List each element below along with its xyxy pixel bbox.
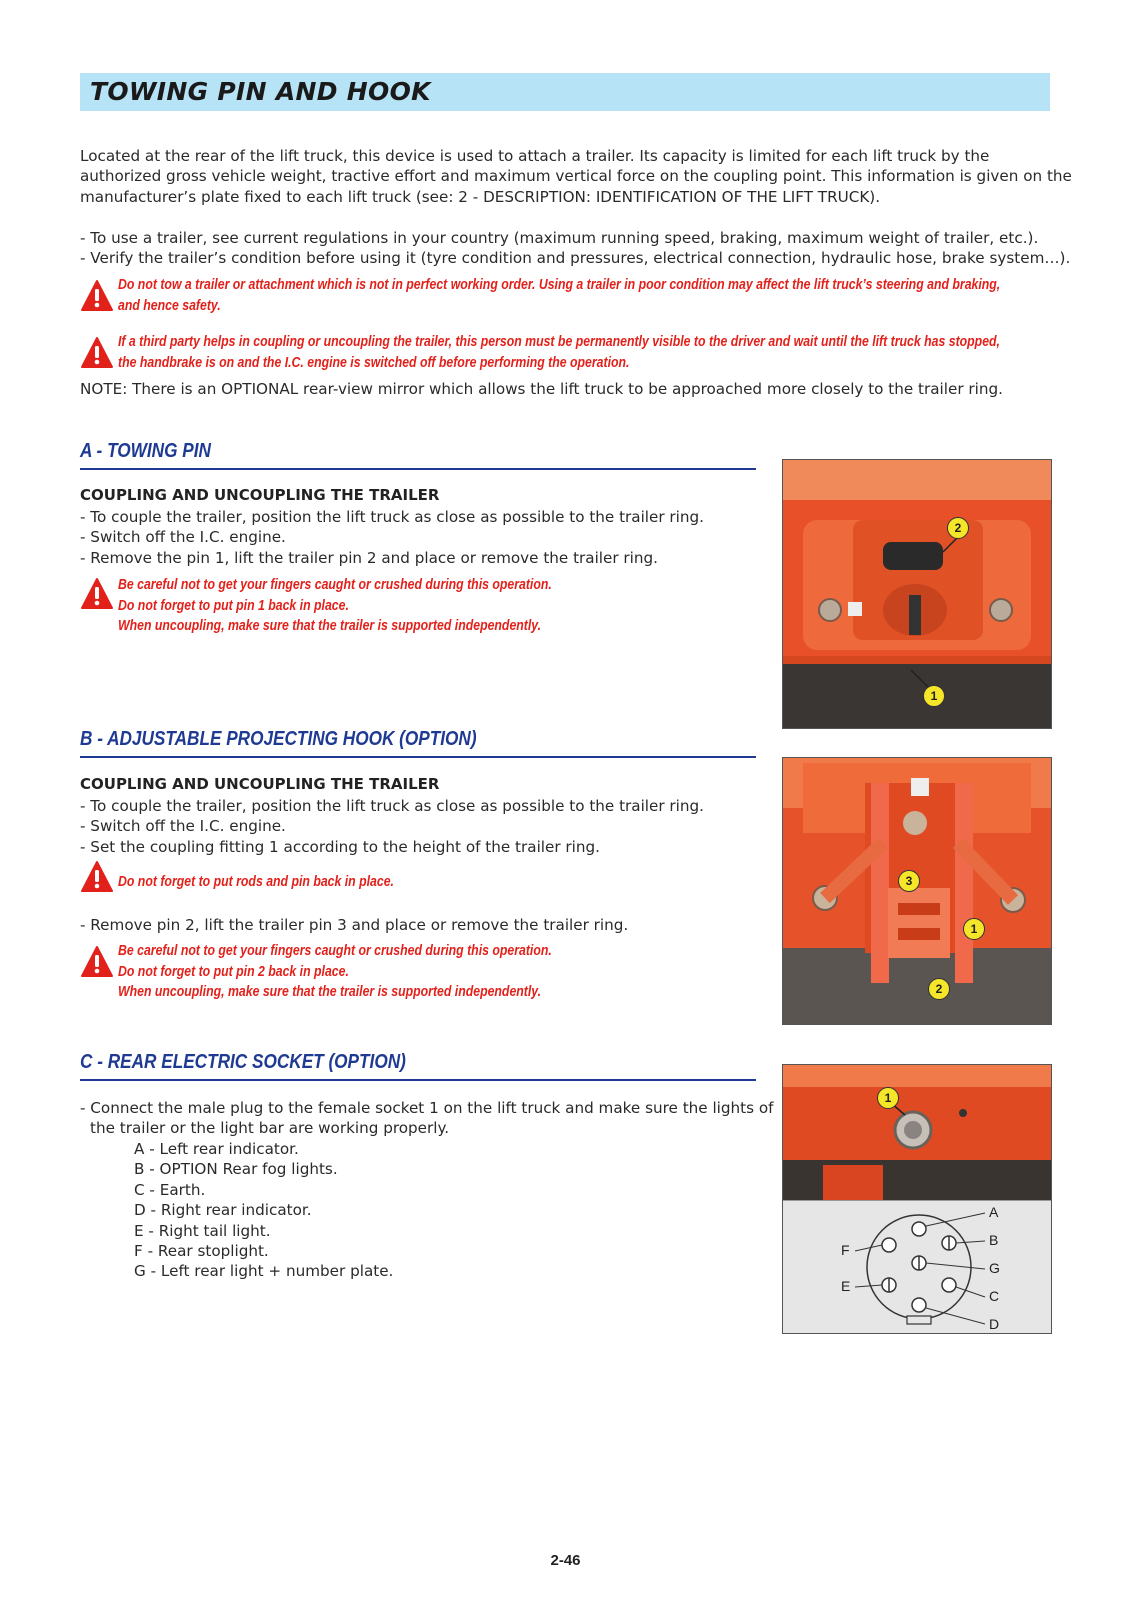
warning-line: the handbrake is on and the I.C. engine is switched off before performing the operation.	[118, 354, 630, 371]
bullet-item: - To use a trailer, see current regulations in your country (maximum running speed, braking, maximum weight of trailer, etc.).	[80, 229, 1039, 247]
warning-line: If a third party helps in coupling or uncoupling the trailer, this person must be permanently visible to the driver and wait until the lift truck has stopped,	[118, 334, 1000, 350]
note-text	[80, 379, 1003, 399]
step-item: - Switch off the I.C. engine.	[80, 528, 286, 547]
section-c-title: C - REAR ELECTRIC SOCKET (OPTION)	[80, 1051, 406, 1073]
warning-line: Do not forget to put pin 1 back in place.	[118, 597, 349, 614]
callout-badge: 1	[923, 685, 945, 707]
diagram-label: D	[989, 1316, 1000, 1332]
step-item: - Set the coupling fitting 1 according to the height of the trailer ring.	[80, 837, 600, 856]
warning-line: Do not tow a trailer or attachment which is not in perfect working order. Using a trailer in poor condition may affect the lift truck’s steering and braking,	[118, 277, 1001, 293]
socket-pin-list	[134, 1139, 393, 1282]
warning-line: and hence safety.	[118, 297, 221, 314]
callout-badge: 1	[877, 1087, 899, 1109]
section-b-subheading: COUPLING AND UNCOUPLING THE TRAILER	[80, 775, 440, 793]
section-b-step-after	[80, 915, 628, 935]
diagram-label: C	[989, 1288, 1000, 1304]
pin-item: C - Earth.	[134, 1180, 206, 1199]
socket-pin-diagram	[783, 1200, 1051, 1334]
page-number: 2-46	[550, 1552, 581, 1569]
diagram-label: A	[989, 1204, 999, 1220]
step-item: - To couple the trailer, position the lift truck as close as possible to the trailer ring.	[80, 797, 704, 815]
pin-item: F - Rear stoplight.	[134, 1242, 269, 1261]
electric-socket-photo	[782, 1064, 1052, 1334]
section-b-warning-rods	[80, 862, 439, 894]
warning-triangle-icon	[80, 945, 114, 979]
warning-triangle-icon	[80, 577, 114, 611]
section-a-heading	[80, 440, 756, 470]
section-a-subheading: COUPLING AND UNCOUPLING THE TRAILER	[80, 486, 440, 504]
callout-badge: 3	[898, 870, 920, 892]
callout-badge: 1	[963, 918, 985, 940]
warning-line: Do not forget to put pin 2 back in place.	[118, 963, 349, 980]
diagram-label: F	[841, 1242, 850, 1258]
title-bar	[80, 73, 1050, 111]
step-item: - To couple the trailer, position the lift truck as close as possible to the trailer ring.	[80, 508, 704, 526]
section-b-warning	[80, 941, 622, 1003]
warning-line: Do not forget to put rods and pin back in place.	[118, 874, 394, 890]
section-b-title: B - ADJUSTABLE PROJECTING HOOK (OPTION)	[80, 728, 477, 750]
warning-line: Be careful not to get your fingers caught or crushed during this operation.	[118, 577, 552, 593]
warning-line: When uncoupling, make sure that the trailer is supported independently.	[118, 984, 542, 1000]
callout-badge: 2	[947, 517, 969, 539]
section-c-text	[80, 1098, 774, 1139]
bullet-item: - Verify the trailer’s condition before using it (tyre condition and pressures, electrical connection, hydraulic hose, brake system…).	[80, 249, 1071, 268]
section-a-title: A - TOWING PIN	[80, 440, 211, 462]
intro-line: authorized gross vehicle weight, tractive effort and maximum vertical force on the coupling point. This information is given on the	[80, 167, 1072, 186]
section-c-heading	[80, 1051, 756, 1081]
warning-triangle-icon	[80, 336, 114, 370]
diagram-label: E	[841, 1278, 851, 1294]
socket-text-line: - Connect the male plug to the female socket 1 on the lift truck and make sure the lights of	[80, 1099, 774, 1117]
towing-pin-photo	[782, 459, 1052, 729]
callout-badge: 2	[928, 978, 950, 1000]
warning-line: Be careful not to get your fingers caught or crushed during this operation.	[118, 943, 552, 959]
pin-item: E - Right tail light.	[134, 1221, 271, 1240]
intro-line: Located at the rear of the lift truck, this device is used to attach a trailer. Its capacity is limited for each lift truck by the	[80, 147, 990, 165]
diagram-label: G	[989, 1260, 1000, 1276]
step-item: - Remove the pin 1, lift the trailer pin 2 and place or remove the trailer ring.	[80, 548, 658, 567]
warning-triangle-icon	[80, 860, 114, 894]
bullet-list	[80, 228, 1071, 269]
projecting-hook-photo	[782, 757, 1052, 1025]
pin-item: B - OPTION Rear fog lights.	[134, 1160, 338, 1179]
warning-triangle-icon	[80, 279, 114, 313]
section-b-steps	[80, 796, 704, 857]
section-a-steps	[80, 507, 704, 568]
diagram-label: B	[989, 1232, 999, 1248]
pin-item: A - Left rear indicator.	[134, 1140, 299, 1158]
intro-paragraph	[80, 146, 1072, 207]
pin-item: D - Right rear indicator.	[134, 1201, 312, 1220]
warning-trailer-condition	[80, 275, 1131, 316]
step-item: - Switch off the I.C. engine.	[80, 817, 286, 836]
section-a-warning	[80, 575, 622, 637]
warning-line: When uncoupling, make sure that the trailer is supported independently.	[118, 618, 542, 634]
section-b-heading	[80, 728, 756, 758]
socket-text-line: the trailer or the light bar are working properly.	[90, 1119, 450, 1138]
page-title: TOWING PIN AND HOOK	[90, 77, 431, 106]
step-item: - Remove pin 2, lift the trailer pin 3 and place or remove the trailer ring.	[80, 916, 629, 934]
note-line: NOTE: There is an OPTIONAL rear-view mirror which allows the lift truck to be approached more closely to the trailer ring.	[80, 380, 1003, 398]
intro-line: manufacturer’s plate fixed to each lift truck (see: 2 - DESCRIPTION: IDENTIFICATION OF THE LIFT TRUCK).	[80, 187, 881, 206]
pin-item: G - Left rear light + number plate.	[134, 1262, 394, 1281]
warning-third-party	[80, 332, 1131, 373]
